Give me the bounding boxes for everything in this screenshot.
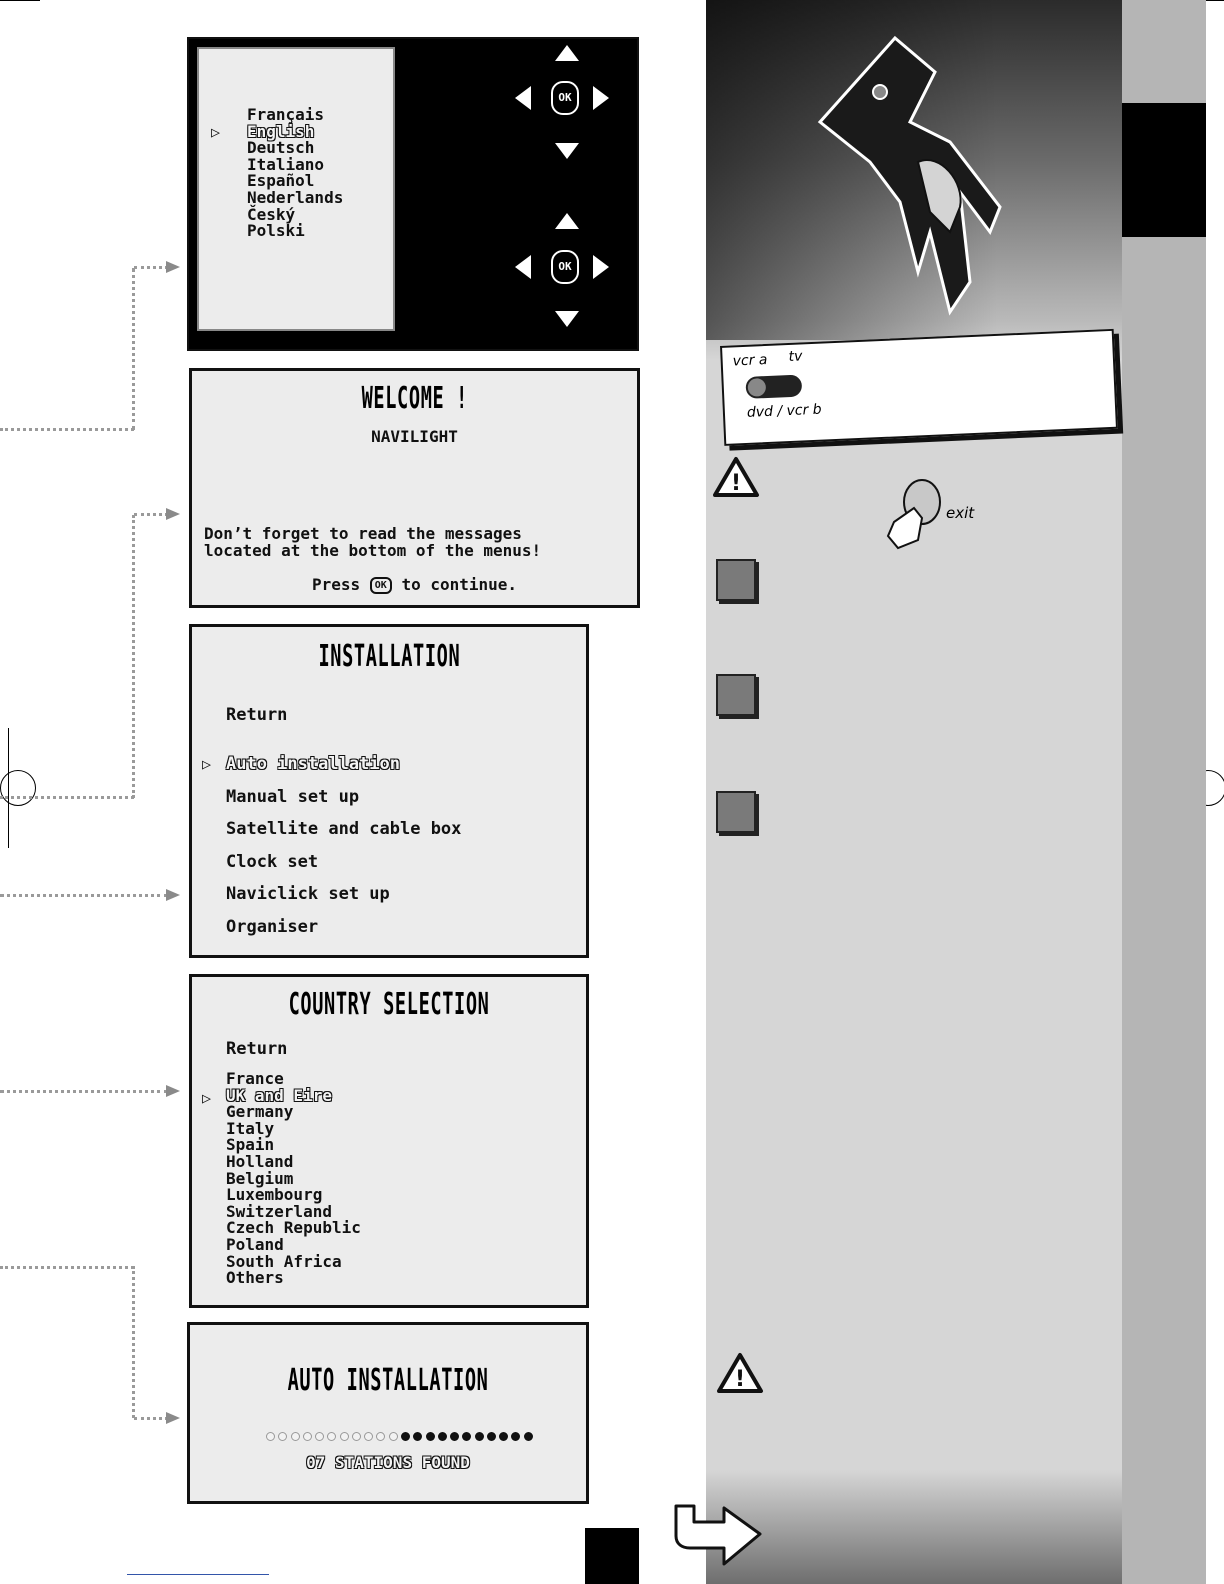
country-item[interactable]: Luxembourg	[226, 1185, 323, 1205]
welcome-subtitle: NAVILIGHT	[371, 427, 458, 446]
switch-label-dvd-vcr-b: dvd / vcr b	[746, 401, 822, 421]
section-tab	[1122, 103, 1206, 237]
connector	[0, 428, 134, 431]
crop-mark-top-left	[0, 0, 40, 1]
progress-dot	[524, 1432, 533, 1441]
switch-label-vcr-a: vcr a	[732, 351, 768, 370]
arrow-down-icon	[555, 143, 579, 159]
mode-switch[interactable]	[745, 374, 802, 398]
menu-item-naviclick-set-up[interactable]: Naviclick set up	[226, 884, 390, 904]
connector	[134, 1417, 168, 1420]
country-item[interactable]: Poland	[226, 1234, 284, 1254]
connector-arrow	[166, 261, 180, 273]
installation-title: INSTALLATION	[318, 639, 460, 674]
country-item-selected[interactable]: UK and Eire	[226, 1085, 332, 1105]
press-ok-line	[192, 575, 637, 594]
ok-button-icon: OK	[551, 250, 579, 284]
hand-pointer-icon	[800, 32, 1030, 322]
connector	[0, 1090, 168, 1093]
country-item[interactable]: South Africa	[226, 1251, 342, 1271]
connector	[0, 796, 134, 799]
language-item-selected[interactable]: English	[247, 121, 315, 141]
connector-arrow	[166, 1085, 180, 1097]
progress-dot	[352, 1432, 361, 1441]
auto-installation-screen	[187, 1322, 589, 1504]
language-item[interactable]: Français	[247, 105, 325, 124]
welcome-title: WELCOME !	[361, 381, 468, 416]
registration-mark-left	[0, 770, 36, 806]
selection-cursor-icon: ▷	[202, 1089, 212, 1107]
country-item[interactable]: Czech Republic	[226, 1218, 361, 1238]
press-label: Press	[311, 575, 361, 594]
country-item[interactable]: Italy	[226, 1118, 275, 1138]
arrow-up-icon	[555, 45, 579, 61]
page-number-block	[585, 1528, 639, 1584]
menu-item-clock-set[interactable]: Clock set	[226, 852, 319, 872]
progress-dot	[475, 1432, 484, 1441]
menu-item-manual-set-up[interactable]: Manual set up	[226, 787, 360, 807]
menu-item-return[interactable]: Return	[226, 1039, 288, 1059]
country-selection-screen	[189, 974, 589, 1308]
arrow-right-icon	[593, 255, 609, 279]
registration-mark-left-v	[8, 728, 9, 848]
connector	[0, 1266, 134, 1269]
progress-dot	[315, 1432, 324, 1441]
progress-dot	[340, 1432, 349, 1441]
arrow-right-icon	[593, 86, 609, 110]
country-item[interactable]: France	[226, 1069, 284, 1088]
step-marker	[716, 791, 756, 833]
welcome-message	[204, 525, 541, 559]
arrow-down-icon	[555, 311, 579, 327]
progress-dot	[401, 1432, 410, 1441]
exit-button-icon	[884, 478, 950, 552]
language-item[interactable]: Deutsch	[247, 138, 315, 158]
selection-cursor-icon: ▷	[211, 123, 221, 141]
progress-dot	[327, 1432, 336, 1441]
progress-dot	[278, 1432, 287, 1441]
svg-text:!: !	[730, 471, 742, 496]
progress-dot	[266, 1432, 275, 1441]
progress-dot	[426, 1432, 435, 1441]
progress-dot	[389, 1432, 398, 1441]
country-item[interactable]: Belgium	[226, 1168, 294, 1188]
menu-item-organiser[interactable]: Organiser	[226, 917, 319, 937]
step-marker	[716, 559, 756, 601]
auto-installation-title: AUTO INSTALLATION	[287, 1363, 489, 1398]
progress-dot	[511, 1432, 520, 1441]
connector-arrow	[166, 1412, 180, 1424]
menu-item-satellite-cable[interactable]: Satellite and cable box	[226, 819, 462, 839]
step-marker	[716, 674, 756, 716]
progress-dot	[450, 1432, 459, 1441]
country-item[interactable]: Spain	[226, 1135, 275, 1155]
progress-dot	[364, 1432, 373, 1441]
remote-switch-card	[720, 329, 1118, 446]
connector	[134, 266, 168, 269]
edge-tab-strip	[1122, 0, 1206, 1584]
progress-dot	[487, 1432, 496, 1441]
connector	[132, 1266, 135, 1418]
progress-bar	[266, 1431, 536, 1443]
language-item[interactable]: Český	[247, 204, 296, 224]
continue-label: to continue.	[401, 575, 518, 594]
bottom-rule	[127, 1574, 269, 1575]
language-screen	[187, 37, 639, 351]
menu-item-return[interactable]: Return	[226, 705, 288, 725]
language-list	[247, 107, 343, 240]
country-item[interactable]: Others	[226, 1268, 284, 1288]
language-item[interactable]: Español	[247, 171, 315, 191]
language-item[interactable]: Italiano	[247, 154, 325, 174]
language-list-panel	[197, 47, 395, 331]
connector	[132, 515, 135, 798]
welcome-screen	[189, 368, 640, 608]
progress-dot	[499, 1432, 508, 1441]
arrow-left-icon	[515, 86, 531, 110]
ok-button-icon: OK	[551, 81, 579, 115]
connector	[134, 513, 168, 516]
language-item[interactable]: Polski	[247, 221, 305, 241]
connector-arrow	[166, 508, 180, 520]
ok-key-icon: OK	[370, 577, 392, 594]
switch-knob	[747, 378, 766, 397]
progress-dot	[303, 1432, 312, 1441]
progress-dot	[413, 1432, 422, 1441]
connector-arrow	[166, 889, 180, 901]
progress-dot	[462, 1432, 471, 1441]
arrow-left-icon	[515, 255, 531, 279]
selection-cursor-icon: ▷	[202, 755, 212, 773]
arrow-up-icon	[555, 213, 579, 229]
svg-text:!: !	[734, 1367, 746, 1392]
switch-label-tv: tv	[788, 348, 803, 366]
menu-item-auto-installation[interactable]: Auto installation	[226, 754, 400, 774]
warning-icon	[712, 456, 760, 498]
progress-dot	[291, 1432, 300, 1441]
language-item[interactable]: Nederlands	[247, 187, 344, 207]
country-list	[226, 1071, 361, 1287]
message-line: located at the bottom of the menus!	[204, 541, 542, 560]
connector	[132, 268, 135, 430]
country-title: COUNTRY SELECTION	[288, 987, 490, 1022]
next-page-arrow-icon[interactable]	[670, 1500, 766, 1570]
country-item[interactable]: Holland	[226, 1151, 294, 1171]
connector	[0, 894, 168, 897]
stations-found-status: 07 STATIONS FOUND	[306, 1453, 470, 1472]
installation-screen	[189, 624, 589, 958]
exit-label: exit	[946, 504, 975, 522]
country-item[interactable]: Switzerland	[226, 1201, 332, 1221]
progress-dot	[376, 1432, 385, 1441]
progress-dot	[438, 1432, 447, 1441]
message-line: Don’t forget to read the messages	[204, 524, 522, 543]
country-item[interactable]: Germany	[226, 1102, 294, 1122]
warning-icon	[716, 1352, 764, 1394]
